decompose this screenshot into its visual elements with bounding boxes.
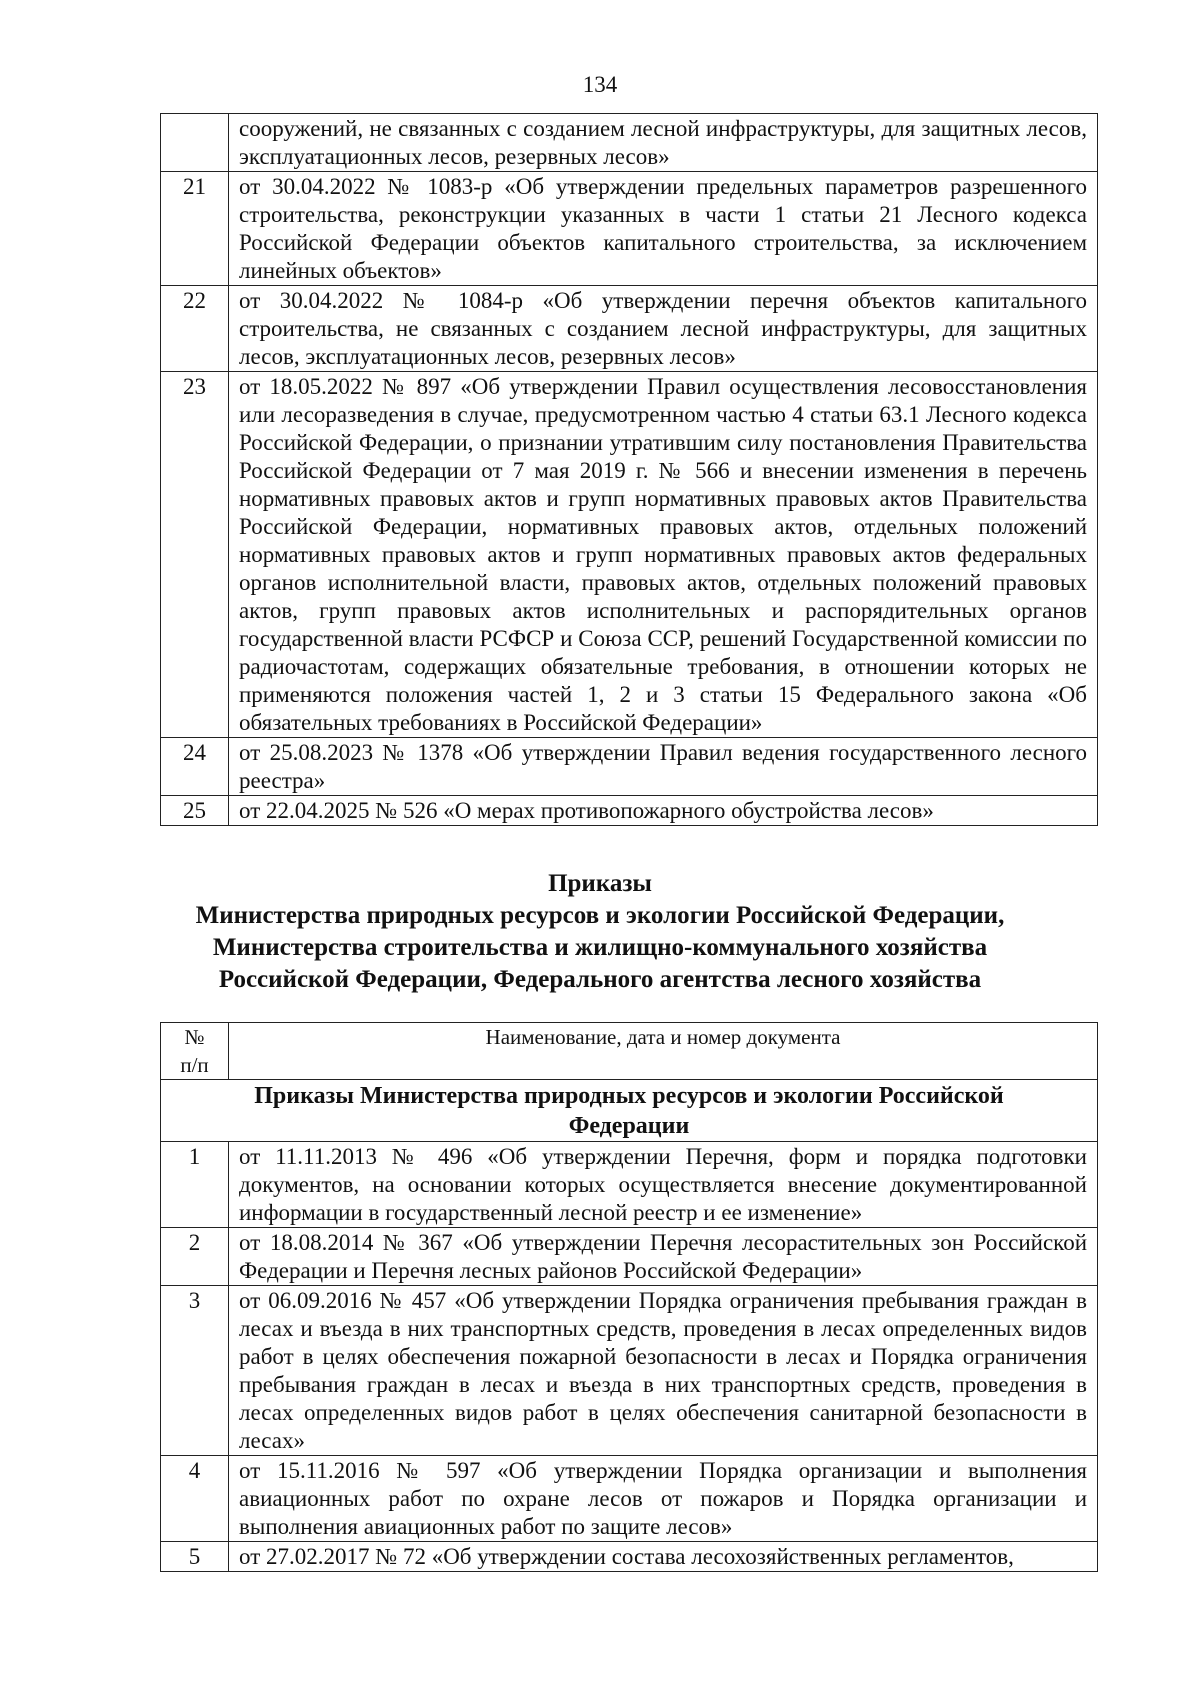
table-row <box>161 1142 1098 1228</box>
row-number: 22 <box>161 286 229 372</box>
section-heading <box>0 868 1200 996</box>
section-title <box>161 1080 1098 1142</box>
heading-line: Министерства природных ресурсов и экологии Российской Федерации, <box>195 902 1005 929</box>
row-number: 5 <box>161 1542 229 1572</box>
table-row <box>161 1542 1098 1572</box>
table-row <box>161 1456 1098 1542</box>
page-number: 134 <box>582 72 618 97</box>
document-title: от 27.02.2017 № 72 «Об утверждении состава лесохозяйственных регламентов, <box>229 1542 1098 1572</box>
table-header-row <box>161 1023 1098 1080</box>
row-number: 21 <box>161 172 229 286</box>
header-name: Наименование, дата и номер документа <box>229 1023 1098 1080</box>
document-title: от 25.08.2023 № 1378 «Об утверждении Правил ведения государственного лесного реестра» <box>229 738 1098 796</box>
table-row <box>161 286 1098 372</box>
table-row <box>161 172 1098 286</box>
document-title: от 15.11.2016 № 597 «Об утверждении Порядка организации и выполнения авиационных работ по охране лесов от пожаров и Порядка организации и выполнения авиационных работ по защите лесов» <box>229 1456 1098 1542</box>
heading-line: Приказы <box>548 870 652 897</box>
table-row <box>161 738 1098 796</box>
section-row <box>161 1080 1098 1142</box>
section-title-line: Федерации <box>568 1113 690 1139</box>
table-row <box>161 114 1098 172</box>
header-number <box>161 1023 229 1080</box>
table-row <box>161 796 1098 826</box>
ministry-orders-table <box>160 1022 1098 1572</box>
header-number-abbrev: п/п <box>180 1053 209 1077</box>
row-number: 1 <box>161 1142 229 1228</box>
header-number-symbol: № <box>184 1025 205 1049</box>
row-number: 24 <box>161 738 229 796</box>
table-row <box>161 372 1098 738</box>
row-number: 23 <box>161 372 229 738</box>
document-title: от 18.08.2014 № 367 «Об утверждении Перечня лесорастительных зон Российской Федерации и Перечня лесных районов Российской Федерации» <box>229 1228 1098 1286</box>
row-number: 25 <box>161 796 229 826</box>
document-title: от 11.11.2013 № 496 «Об утверждении Перечня, форм и порядка подготовки документов, на основании которых осуществляется внесение документированной информации в государственный лесной реестр и ее изменение» <box>229 1142 1098 1228</box>
row-number: 4 <box>161 1456 229 1542</box>
document-title: от 30.04.2022 № 1083-р «Об утверждении предельных параметров разрешенного строительства, реконструкции указанных в части 1 статьи 21 Лесного кодекса Российской Федерации объектов капитального строительства, за исключением линейных объектов» <box>229 172 1098 286</box>
heading-line: Министерства строительства и жилищно-коммунального хозяйства <box>212 934 988 961</box>
table-row <box>161 1286 1098 1456</box>
document-title: от 06.09.2016 № 457 «Об утверждении Порядка ограничения пребывания граждан в лесах и въезда в них транспортных средств, проведения в лесах определенных видов работ в целях обеспечения пожарной безопасности в лесах и Порядка ограничения пребывания граждан в лесах и въезда в них транспортных средств, проведения в лесах определенных видов работ в целях обеспечения санитарной безопасности в лесах» <box>229 1286 1098 1456</box>
document-title: от 30.04.2022 № 1084-р «Об утверждении перечня объектов капитального строительства, не связанных с созданием лесной инфраструктуры, для защитных лесов, эксплуатационных лесов, резервных лесов» <box>229 286 1098 372</box>
heading-line: Российской Федерации, Федерального агентства лесного хозяйства <box>218 966 982 993</box>
table-row <box>161 1228 1098 1286</box>
document-title: сооружений, не связанных с созданием лесной инфраструктуры, для защитных лесов, эксплуатационных лесов, резервных лесов» <box>229 114 1098 172</box>
section-title-line: Приказы Министерства природных ресурсов и экологии Российской <box>254 1083 1004 1109</box>
row-number: 2 <box>161 1228 229 1286</box>
document-title: от 18.05.2022 № 897 «Об утверждении Правил осуществления лесовосстановления или лесоразведения в случае, предусмотренном частью 4 статьи 63.1 Лесного кодекса Российской Федерации, о признании утратившим силу постановления Правительства Российской Федерации от 7 мая 2019 г. № 566 и внесении изменения в перечень нормативных правовых актов и групп нормативных правовых актов Правительства Российской Федерации, нормативных правовых актов, отдельных положений нормативных правовых актов и групп нормативных правовых актов федеральных органов исполнительной власти, правовых актов, отдельных положений правовых актов, групп правовых актов исполнительных и распорядительных органов государственной власти РСФСР и Союза ССР, решений Государственной комиссии по радиочастотам, содержащих обязательные требования, в отношении которых не применяются положения частей 1, 2 и 3 статьи 15 Федерального закона «Об обязательных требованиях в Российской Федерации» <box>229 372 1098 738</box>
government-decrees-table <box>160 113 1098 826</box>
row-number: 3 <box>161 1286 229 1456</box>
row-number <box>161 114 229 172</box>
document-title: от 22.04.2025 № 526 «О мерах противопожарного обустройства лесов» <box>229 796 1098 826</box>
